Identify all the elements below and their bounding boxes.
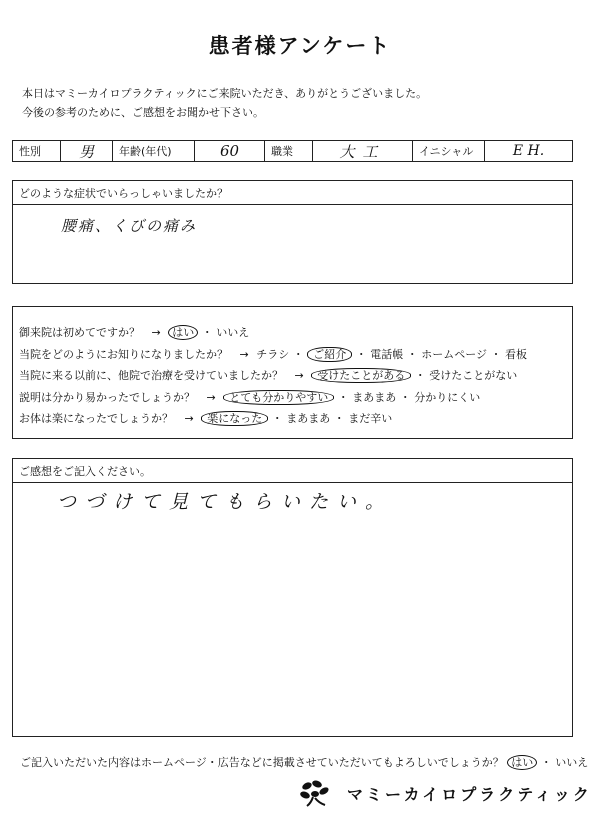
symptoms-question: どのような症状でいらっしゃいましたか？ [13, 181, 572, 205]
survey-q4-option-average[interactable]: まあまあ [352, 391, 397, 404]
clinic-name: マミーカイロプラクティック [347, 784, 592, 804]
consent-question: ご記入いただいた内容はホームページ・広告などに掲載させていただいてもよろしいでしょうか？ [20, 756, 504, 769]
job-value[interactable]: 大工 [313, 141, 413, 161]
arrow-icon: → [206, 391, 216, 404]
arrow-icon: → [239, 348, 249, 361]
survey-q2-option-homepage[interactable]: ホームページ [421, 348, 487, 361]
survey-q3-option-no[interactable]: 受けたことがない [429, 369, 518, 382]
symptoms-answer[interactable]: 腰痛、くびの痛み [61, 217, 198, 235]
survey-box [12, 306, 573, 439]
survey-q2-text: 当院をどのようにお知りになりましたか？ [19, 348, 228, 361]
initial-value[interactable]: E H. [512, 143, 545, 159]
consent-option-no[interactable]: いいえ [555, 756, 589, 769]
survey-q1: 御来院は初めてですか？ → はい ・ いいえ [19, 326, 250, 339]
survey-q1-option-yes[interactable]: はい [168, 325, 198, 340]
profile-table [12, 140, 573, 162]
survey-q4-option-very-clear[interactable]: とても分かりやすい [223, 390, 334, 405]
survey-q2-option-referral[interactable]: ご紹介 [307, 347, 352, 362]
consent-option-yes[interactable]: はい [507, 755, 537, 770]
survey-q5: お体は楽になったでしょうか？ → 楽になった ・ まあまあ ・ まだ辛い [19, 412, 393, 425]
survey-q5-text: お体は楽になったでしょうか？ [19, 412, 173, 425]
job-label: 職業 [265, 141, 313, 161]
impressions-answer[interactable]: つづけて見てもらいたい。 [57, 491, 394, 513]
survey-q1-option-no[interactable]: いいえ [216, 326, 250, 339]
survey-q2-option-phonebook[interactable]: 電話帳 [370, 348, 404, 361]
arrow-icon: → [151, 326, 161, 339]
arrow-icon: → [184, 412, 194, 425]
survey-q2-option-flyer[interactable]: チラシ [256, 348, 290, 361]
consent-question-row: ご記入いただいた内容はホームページ・広告などに掲載させていただいてもよろしいでしょうか？ はい ・ いいえ [20, 756, 589, 769]
gender-label: 性別 [13, 141, 61, 161]
page-title: 患者様アンケート [208, 34, 392, 58]
clinic-logo [295, 778, 592, 808]
age-value[interactable]: 60 [195, 141, 265, 161]
survey-q3-text: 当院に来る以前に、他院で治療を受けていましたか？ [19, 369, 283, 382]
intro-line-2: 今後の参考のために、ご感想をお聞かせ下さい。 [22, 106, 264, 119]
survey-q1-text: 御来院は初めてですか？ [19, 326, 140, 339]
gender-value[interactable]: 男 [61, 141, 113, 161]
survey-q4-option-unclear[interactable]: 分かりにくい [414, 391, 481, 404]
age-label: 年齢(年代) [113, 141, 195, 161]
arrow-icon: → [294, 369, 304, 382]
survey-q5-option-average[interactable]: まあまあ [286, 412, 331, 425]
survey-q4: 説明は分かり易かったでしょうか？ → とても分かりやすい ・ まあまあ ・ 分かりにくい [19, 391, 481, 404]
survey-q2: 当院をどのようにお知りになりましたか？ → チラシ ・ ご紹介 ・ 電話帳 ・ ホームページ ・ 看板 [19, 348, 527, 361]
survey-q2-option-signboard[interactable]: 看板 [505, 348, 527, 361]
intro-line-1: 本日はマミーカイロプラクティックにご来院いただき、ありがとうございました。 [22, 87, 428, 100]
impressions-box [12, 458, 573, 737]
survey-q4-text: 説明は分かり易かったでしょうか？ [19, 391, 195, 404]
survey-q5-option-better[interactable]: 楽になった [201, 411, 268, 426]
initial-label: イニシャル [413, 141, 485, 161]
survey-q3-option-yes[interactable]: 受けたことがある [311, 368, 411, 383]
survey-q3: 当院に来る以前に、他院で治療を受けていましたか？ → 受けたことがある ・ 受けたことがない [19, 369, 518, 382]
flower-logo-icon [295, 778, 335, 808]
survey-q5-option-still-painful[interactable]: まだ辛い [348, 412, 393, 425]
impressions-question: ご感想をご記入ください。 [13, 459, 572, 483]
symptoms-box [12, 180, 573, 284]
